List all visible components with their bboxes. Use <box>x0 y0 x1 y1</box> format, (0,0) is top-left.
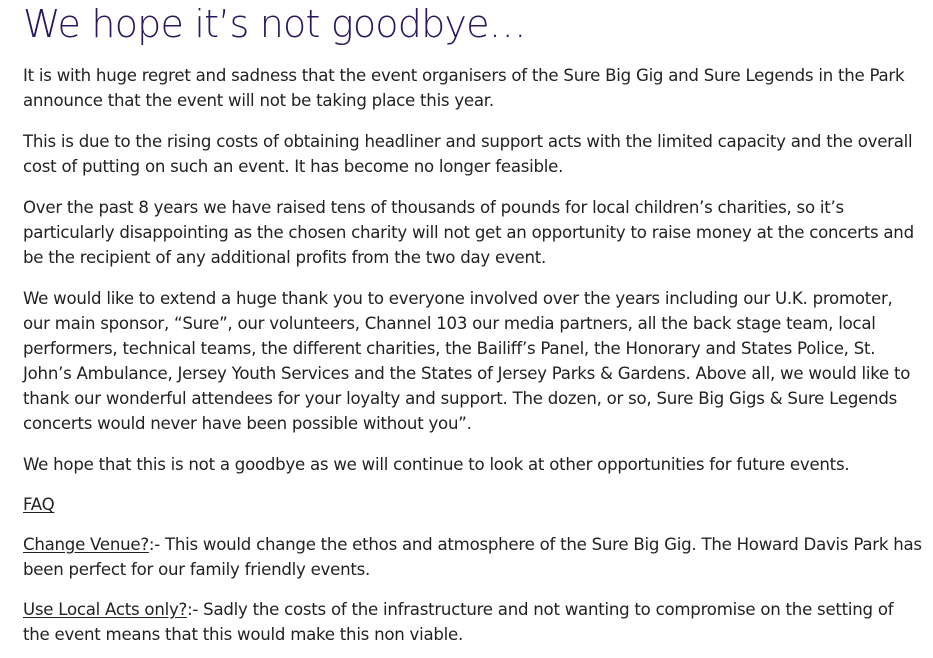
article <box>23 0 923 647</box>
paragraph-future: We hope that this is not a goodbye as we will continue to look at other opportunities for future events. <box>23 455 850 474</box>
faq-section <box>23 492 923 517</box>
page-title: We hope it’s not goodbye… <box>23 2 526 46</box>
faq-answer-local-acts: :- Sadly the costs of the infrastructure and not wanting to compromise on the setting of the event means that this would make this non viable. <box>23 600 894 644</box>
faq-answer-change-venue: :- This would change the ethos and atmosphere of the Sure Big Gig. The Howard Davis Park has been perfect for our family friendly events. <box>23 535 922 579</box>
faq-question-change-venue[interactable]: Change Venue? <box>23 535 149 554</box>
faq-item-local-acts <box>23 597 923 647</box>
faq-item-change-venue <box>23 532 923 582</box>
paragraph-reason: This is due to the rising costs of obtaining headliner and support acts with the limited capacity and the overall cost of putting on such an event. It has become no longer feasible. <box>23 132 913 176</box>
faq-heading-link[interactable]: FAQ <box>23 495 55 514</box>
paragraph-charity: Over the past 8 years we have raised tens of thousands of pounds for local children’s charities, so it’s particularly disappointing as the chosen charity will not get an opportunity to raise money at the concerts and be the recipient of any additional profits from the two day event. <box>23 198 914 267</box>
paragraph-announcement: It is with huge regret and sadness that the event organisers of the Sure Big Gig and Sure Legends in the Park announce that the event will not be taking place this year. <box>23 66 905 110</box>
paragraph-thanks: We would like to extend a huge thank you to everyone involved over the years including our U.K. promoter, our main sponsor, “Sure”, our volunteers, Channel 103 our media partners, all the back stage team, local performers, technical teams, the different charities, the Bailiff’s Panel, the Honorary and States Police, St. John’s Ambulance, Jersey Youth Services and the States of Jersey Parks & Gardens. Above all, we would like to thank our wonderful attendees for your loyalty and support. The dozen, or so, Sure Big Gigs & Sure Legends concerts would never have been possible without you”. <box>23 289 911 433</box>
faq-question-local-acts[interactable]: Use Local Acts only? <box>23 600 188 619</box>
